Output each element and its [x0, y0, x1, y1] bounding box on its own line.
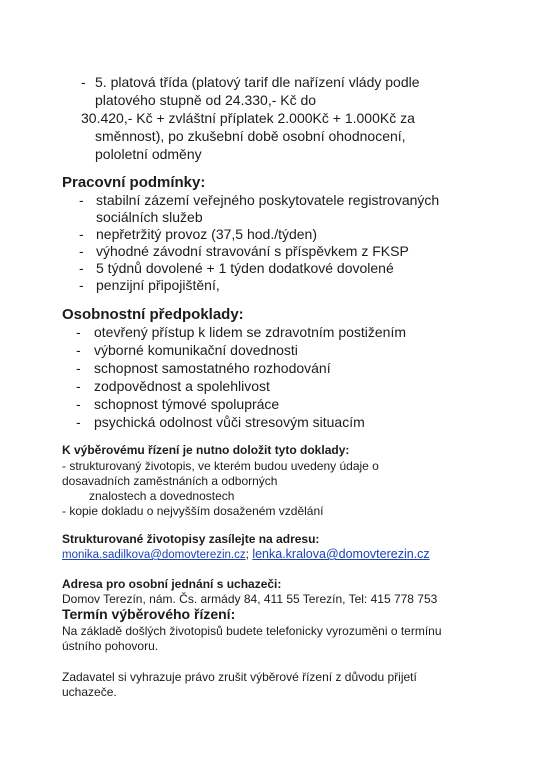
list-item: - schopnost samostatného rozhodování: [76, 360, 331, 376]
email-separator: ;: [245, 547, 249, 561]
list-item: - výhodné závodní stravování s příspěvkem z FKSP: [79, 243, 409, 259]
salary-line-2: platového stupně od 24.330,- Kč do: [95, 92, 317, 108]
list-item: - 5 týdnů dovolené + 1 týden dodatkové dovolené: [79, 260, 394, 276]
salary-line-3: 30.420,- Kč + zvláštní příplatek 2.000Kč + 1.000Kč za: [81, 110, 415, 126]
list-item: - nepřetržitý provoz (37,5 hod./týden): [79, 226, 318, 242]
list-item: - schopnost týmové spolupráce: [76, 396, 280, 412]
list-item-text: nepřetržitý provoz (37,5 hod./týden): [96, 226, 318, 242]
list-item-continuation: sociálních služeb: [96, 209, 203, 225]
list-item-text: 5 týdnů dovolené + 1 týden dodatkové dovolené: [96, 260, 394, 276]
deadline-heading: Termín výběrového řízení:: [62, 606, 236, 622]
list-item: - stabilní zázemí veřejného poskytovatele registrovaných: [79, 192, 440, 208]
salary-line-4: směnnost), po zkušební době osobní ohodnocení,: [95, 128, 406, 144]
list-item-text: schopnost samostatného rozhodování: [94, 360, 331, 376]
deadline-line: ústního pohovoru.: [62, 639, 159, 653]
list-item: - penzijní připojištění,: [79, 277, 220, 293]
conditions-heading: Pracovní podmínky:: [62, 174, 206, 191]
cv-contact-heading: Strukturované životopisy zasílejte na adresu:: [62, 532, 320, 546]
requirements-heading: Osobnostní předpoklady:: [62, 306, 244, 323]
list-item-text: penzijní připojištění,: [96, 277, 220, 293]
list-item-text: výhodné závodní stravování s příspěvkem z FKSP: [96, 243, 409, 259]
list-item-text: výborné komunikační dovednosti: [94, 342, 298, 358]
documents-line: - strukturovaný životopis, ve kterém budou uvedeny údaje o: [62, 459, 379, 473]
list-item-text: psychická odolnost vůči stresovým situacím: [94, 414, 365, 430]
email-link-sadilkova[interactable]: monika.sadilkova@domovterezin.cz: [62, 549, 246, 561]
salary-line-1: 5. platová třída (platový tarif dle nařízení vlády podle: [95, 74, 420, 90]
address-heading: Adresa pro osobní jednání s uchazeči:: [62, 577, 282, 591]
documents-line: - kopie dokladu o nejvyšším dosaženém vzdělání: [62, 504, 324, 518]
address-text: Domov Terezín, nám. Čs. armády 84, 411 55 Terezín, Tel: 415 778 753: [62, 592, 438, 606]
salary-item-dash: -: [81, 74, 86, 90]
documents-heading: K výběrovému řízení je nutno doložit tyto doklady:: [62, 443, 350, 457]
closing-line: uchazeče.: [62, 685, 117, 699]
list-item: - zodpovědnost a spolehlivost: [76, 378, 270, 394]
salary-line-5: pololetní odměny: [95, 146, 202, 162]
list-item-text: otevřený přístup k lidem se zdravotním postižením: [94, 324, 407, 340]
cv-contact-emails: [62, 547, 430, 563]
list-item-text: zodpovědnost a spolehlivost: [94, 378, 270, 394]
documents-line: dosavadních zaměstnáních a odborných: [62, 474, 278, 488]
list-item: - výborné komunikační dovednosti: [76, 342, 298, 358]
list-item-text: stabilní zázemí veřejného poskytovatele registrovaných: [96, 192, 440, 208]
list-item: - psychická odolnost vůči stresovým situacím: [76, 414, 365, 430]
closing-line: Zadavatel si vyhrazuje právo zrušit výběrové řízení z důvodu přijetí: [62, 670, 417, 684]
documents-line: znalostech a dovednostech: [89, 489, 235, 503]
email-link-kralova[interactable]: lenka.kralova@domovterezin.cz: [252, 547, 430, 561]
list-item-text: schopnost týmové spolupráce: [94, 396, 280, 412]
list-item: - otevřený přístup k lidem se zdravotním postižením: [76, 324, 407, 340]
deadline-line: Na základě došlých životopisů budete telefonicky vyrozuměni o termínu: [62, 624, 442, 638]
